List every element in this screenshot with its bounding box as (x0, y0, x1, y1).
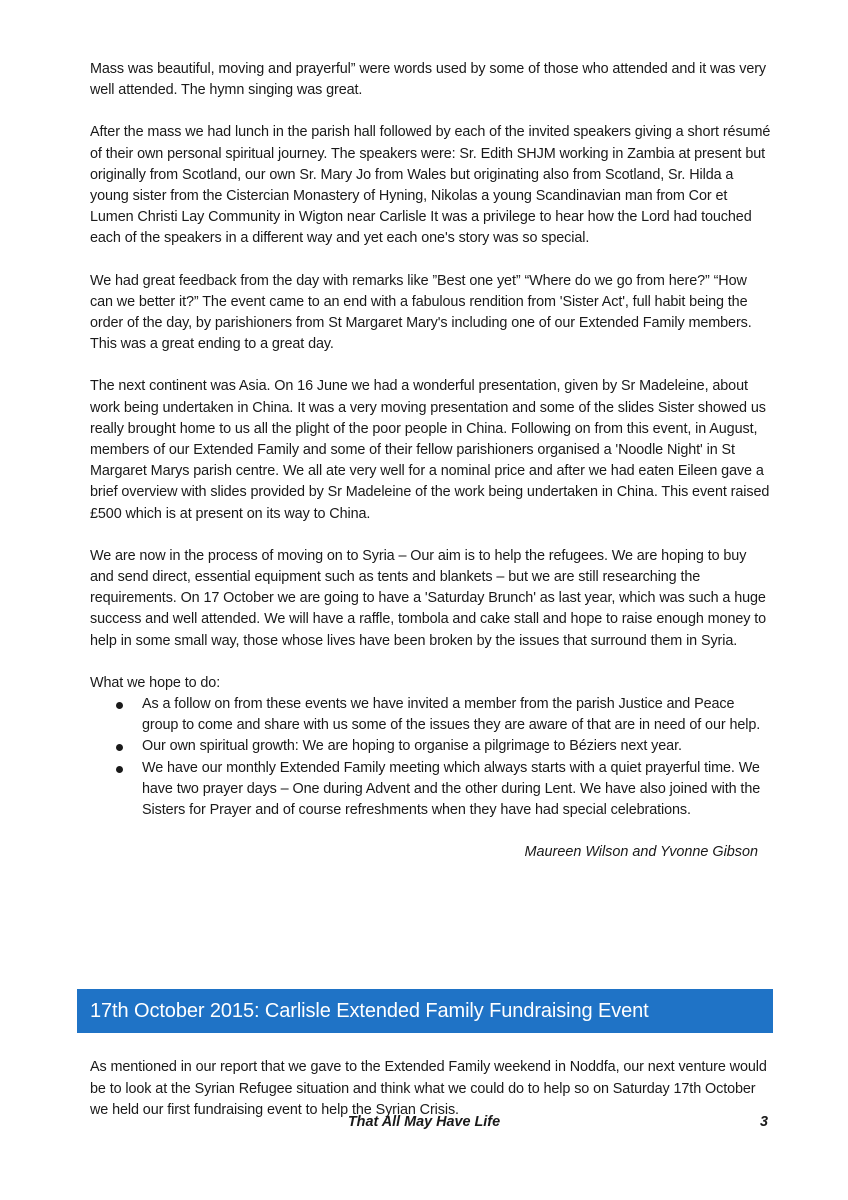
list-item (90, 758, 772, 822)
list-item (90, 694, 772, 736)
bullet-icon (116, 744, 123, 751)
list-item-text: As a follow on from these events we have invited a member from the parish Justice and Peace group to come and share with us some of the issues they are aware of that are in need of our help. (142, 696, 761, 734)
paragraph-feedback: We had great feedback from the day with remarks like ”Best one yet” “Where do we go from here?” “How can we better it?” The event came to an end with a fabulous rendition from 'Sister Act', full habit being the order of the day, by parishioners from St Margaret Mary's including one of our Extended Family members. This was a great ending to a great day. (90, 272, 752, 353)
signature: Maureen Wilson and Yvonne Gibson (524, 844, 758, 861)
bullet-icon (116, 766, 123, 773)
bullet-icon (116, 702, 123, 709)
list-item-text: We have our monthly Extended Family meeting which always starts with a quiet prayerful time. We have two prayer days – One during Advent and the other during Lent. We have also joined with the Sisters for Prayer and of course refreshments when they have had special celebrations. (142, 759, 761, 819)
list-item (90, 736, 772, 757)
paragraph-speakers: After the mass we had lunch in the parish hall followed by each of the invited speakers giving a short résumé of their own personal spiritual journey. The speakers were: Sr. Edith SHJM working in Zambia at present but originally from Scotland, our own Sr. Mary Jo from Wales but originating also from Scotland, Sr. Hilda a young sister from the Cistercian Monastery of Hyning, Nikolas a young Scandinavian man from Cor et Lumen Christi Lay Community in Wigton near Carlisle It was a privilege to hear how the Lord had touched each of the speakers in a different way and yet each one's story was so special. (90, 124, 771, 247)
paragraph-mass: Mass was beautiful, moving and prayerful” were words used by some of those who attended and it was very well attended. The hymn singing was great. (90, 61, 767, 99)
hopes-intro: What we hope to do: (90, 674, 221, 691)
section-heading-banner: 17th October 2015: Carlisle Extended Family Fundraising Event (77, 989, 773, 1033)
paragraph-syria: We are now in the process of moving on to Syria – Our aim is to help the refugees. We are hoping to buy and send direct, essential equipment such as tents and blankets – but we are still researching the requirements. On 17 October we are going to have a 'Saturday Brunch' as last year, which was such a huge success and well attended. We will have a raffle, tombola and cake stall and hope to raise enough money to help in some small way, those whose lives have been broken by the issues that surround them in Syria. (90, 547, 767, 649)
section-intro-paragraph: As mentioned in our report that we gave to the Extended Family weekend in Noddfa, our next venture would be to look at the Syrian Refugee situation and think what we could do to help so on Saturday 17th October we held our first fundraising event to help the Syrian Crisis. (90, 1059, 767, 1118)
page-number: 3 (760, 1114, 769, 1130)
paragraph-asia: The next continent was Asia. On 16 June we had a wonderful presentation, given by Sr Madeleine, about work being undertaken in China. It was a very moving presentation and some of the slides Sister showed us really brought home to us all the plight of the poor people in China. Following on from this event, in August, members of our Extended Family and some of their fellow parishioners organised a 'Noodle Night' in St Margaret Marys parish centre. We all ate very well for a nominal price and after we had eaten Eileen gave a brief overview with slides provided by Sr Madeleine of the work being undertaken in China. This event raised £500 which is at present on its way to China. (90, 378, 770, 522)
article-body (90, 59, 772, 864)
hopes-list (90, 694, 772, 821)
footer-title: That All May Have Life (347, 1114, 501, 1130)
list-item-text: Our own spiritual growth: We are hoping to organise a pilgrimage to Béziers next year. (142, 738, 682, 755)
